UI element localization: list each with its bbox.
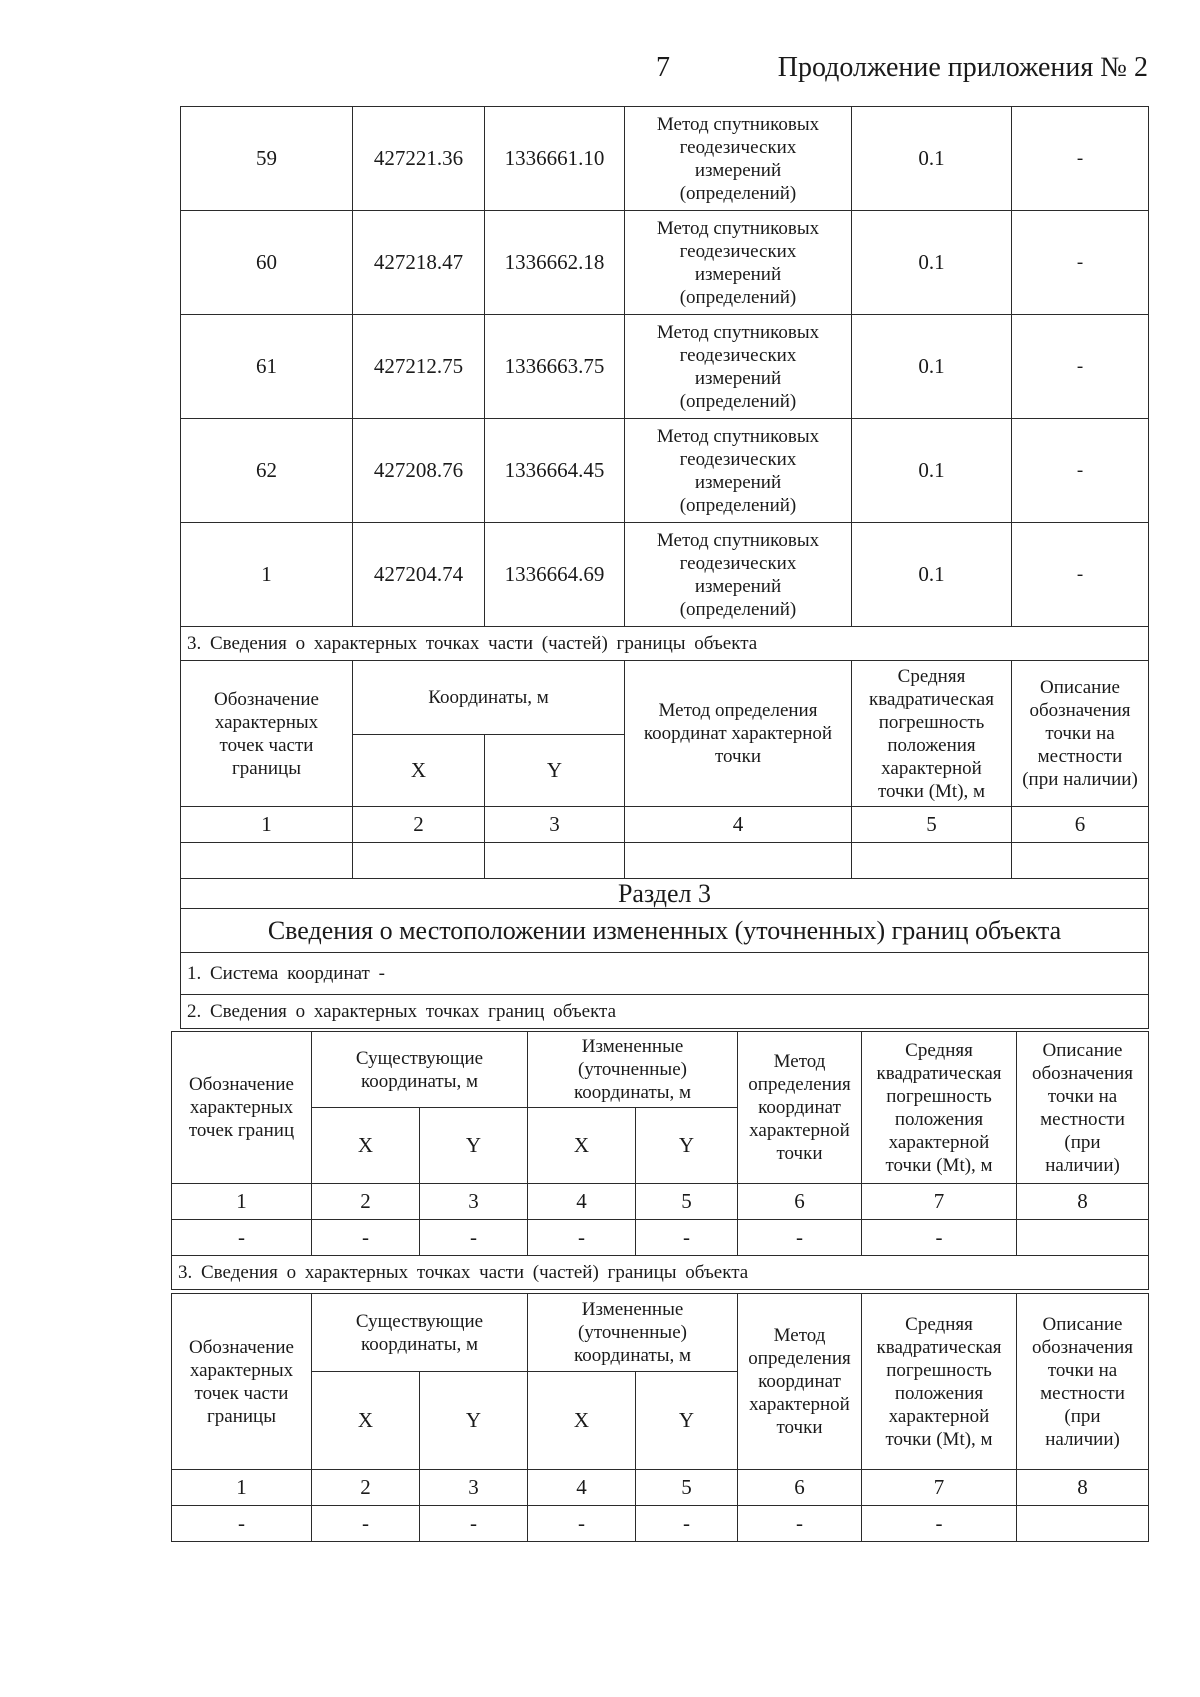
cell-line: наличии): [1045, 1428, 1120, 1450]
header-changed-x: X: [528, 1108, 636, 1184]
column-number-row-cell: 4: [528, 1184, 636, 1220]
empty-cell: [485, 843, 625, 879]
cell-line: Измененные: [581, 1299, 684, 1320]
cell-line: точек границ: [188, 1120, 295, 1141]
header-method: [738, 1294, 862, 1470]
cell-line: координат: [758, 1097, 841, 1118]
cell-line: Средняя: [897, 665, 966, 687]
column-number-row-cell: 6: [738, 1184, 862, 1220]
empty-cell: [353, 843, 485, 879]
header-existing-x: X: [312, 1372, 420, 1470]
description-value: -: [1012, 315, 1149, 419]
header-designation: [181, 661, 353, 807]
table-row: [181, 315, 1149, 419]
method-cell: [625, 211, 852, 315]
coordinate-x: 427208.76: [353, 419, 485, 523]
header-mt: [852, 661, 1012, 807]
cell-line: характерной: [881, 757, 982, 779]
cell-line: квадратическая: [876, 1062, 1002, 1084]
cell-line: границы: [232, 757, 301, 779]
cell-line: границы: [207, 1405, 276, 1427]
column-number-row-cell: 5: [852, 807, 1012, 843]
header-changed: [528, 1032, 738, 1108]
dash-row-cell: -: [862, 1220, 1017, 1256]
changed-part-points-table: [171, 1293, 1149, 1542]
cell-line: характерных: [214, 711, 319, 733]
header-description: [1017, 1032, 1149, 1184]
method-cell: [625, 107, 852, 211]
cell-line: квадратическая: [869, 688, 994, 710]
cell-line: квадратическая: [876, 1336, 1002, 1358]
cell-line: Описание: [1042, 1313, 1123, 1335]
column-number-row-cell: 6: [1012, 807, 1149, 843]
column-number-row-cell: 1: [172, 1184, 312, 1220]
column-number-row-cell: 2: [312, 1470, 420, 1506]
coordinate-y: 1336662.18: [485, 211, 625, 315]
dash-row: [172, 1220, 1149, 1256]
cell-line: Метод спутниковых: [656, 217, 820, 239]
mt-value: 0.1: [852, 419, 1012, 523]
cell-line: (определений): [679, 390, 797, 412]
header-existing: [312, 1294, 528, 1372]
table-row: [181, 523, 1149, 627]
column-number-row: [181, 807, 1149, 843]
column-number-row-cell: 8: [1017, 1184, 1149, 1220]
cell-line: точки на: [1045, 723, 1115, 744]
header-coordinates: Координаты, м: [353, 661, 625, 735]
coordinate-system: 1. Система координат -: [181, 953, 1149, 995]
header-method: [625, 661, 852, 807]
cell-line: положения: [887, 734, 976, 756]
header-description: [1017, 1294, 1149, 1470]
section-label: Раздел 3: [181, 879, 1149, 909]
cell-line: Обозначение: [214, 688, 319, 710]
cell-line: координаты, м: [573, 1082, 692, 1103]
column-number-row-cell: 1: [172, 1470, 312, 1506]
cell-line: наличии): [1045, 1154, 1120, 1176]
cell-line: измерений: [694, 575, 782, 597]
cell-line: Средняя: [905, 1039, 973, 1061]
cell-line: погрешность: [886, 1085, 992, 1107]
header-mt: [862, 1294, 1017, 1470]
cell-line: точки: [714, 746, 761, 767]
header-existing-x: X: [312, 1108, 420, 1184]
cell-line: точки: [776, 1417, 823, 1438]
cell-line: измерений: [694, 471, 782, 493]
column-number-row-cell: 4: [625, 807, 852, 843]
column-number-row-cell: 2: [312, 1184, 420, 1220]
cell-line: точки (Mt), м: [885, 1428, 993, 1450]
cell-line: точки на: [1047, 1359, 1118, 1381]
cell-line: геодезических: [679, 344, 797, 366]
table-row: [181, 211, 1149, 315]
column-number-row: [172, 1470, 1149, 1506]
mt-value: 0.1: [852, 315, 1012, 419]
column-number-row-cell: 8: [1017, 1470, 1149, 1506]
cell-line: Измененные: [581, 1036, 684, 1057]
dash-row-cell: [1017, 1220, 1149, 1256]
part-caption: 3. Сведения о характерных точках части (частей) границы объекта: [172, 1256, 1149, 1290]
point-number: 60: [181, 211, 353, 315]
point-number: 62: [181, 419, 353, 523]
dash-row-cell: -: [528, 1506, 636, 1542]
column-number-row-cell: 6: [738, 1470, 862, 1506]
cell-line: Описание: [1042, 1039, 1123, 1061]
dash-row-cell: -: [738, 1220, 862, 1256]
cell-line: положения: [894, 1382, 984, 1404]
dash-row-cell: -: [312, 1506, 420, 1542]
cell-line: (определений): [679, 182, 797, 204]
cell-line: погрешность: [886, 1359, 992, 1381]
column-number-row-cell: 3: [485, 807, 625, 843]
header-existing-y: Y: [420, 1372, 528, 1470]
part-caption: 3. Сведения о характерных точках части (частей) границы объекта: [181, 627, 1149, 661]
mt-value: 0.1: [852, 107, 1012, 211]
coordinate-y: 1336664.69: [485, 523, 625, 627]
cell-line: точки (Mt), м: [877, 780, 986, 802]
cell-line: Метод спутниковых: [656, 425, 820, 447]
cell-line: местности: [1040, 1108, 1125, 1130]
cell-line: координат: [758, 1371, 841, 1392]
description-value: -: [1012, 211, 1149, 315]
method-cell: [625, 315, 852, 419]
cell-line: характерной: [749, 1394, 850, 1415]
method-cell: [625, 523, 852, 627]
cell-line: Средняя: [905, 1313, 973, 1335]
cell-line: Метод спутниковых: [656, 529, 820, 551]
coordinate-x: 427204.74: [353, 523, 485, 627]
cell-line: измерений: [694, 159, 782, 181]
dash-row-cell: -: [420, 1506, 528, 1542]
header-mt: [862, 1032, 1017, 1184]
cell-line: координаты, м: [360, 1333, 479, 1355]
cell-line: характерной: [749, 1120, 850, 1141]
cell-line: Существующие: [355, 1310, 484, 1332]
empty-cell: [852, 843, 1012, 879]
cell-line: (определений): [679, 598, 797, 620]
cell-line: Обозначение: [189, 1336, 294, 1358]
cell-line: измерений: [694, 367, 782, 389]
header-existing-y: Y: [420, 1108, 528, 1184]
mt-value: 0.1: [852, 523, 1012, 627]
dash-row-cell: [1017, 1506, 1149, 1542]
cell-line: точки (Mt), м: [885, 1154, 993, 1176]
cell-line: Метод определения: [658, 700, 818, 721]
page-number: 7: [656, 52, 670, 83]
cell-line: характерной: [888, 1405, 990, 1427]
point-number: 61: [181, 315, 353, 419]
mt-value: 0.1: [852, 211, 1012, 315]
cell-line: характерных: [189, 1359, 294, 1381]
dash-row-cell: -: [862, 1506, 1017, 1542]
cell-line: обозначения: [1031, 1336, 1134, 1358]
header-existing: [312, 1032, 528, 1108]
cell-line: измерений: [694, 263, 782, 285]
dash-row-cell: -: [636, 1506, 738, 1542]
header-changed-y: Y: [636, 1372, 738, 1470]
cell-line: обозначения: [1031, 1062, 1134, 1084]
header-changed: [528, 1294, 738, 1372]
cell-line: местности: [1040, 1382, 1125, 1404]
appendix-title: Продолжение приложения № 2: [777, 52, 1148, 83]
header-description: [1012, 661, 1149, 807]
column-number-row-cell: 7: [862, 1470, 1017, 1506]
dash-row-cell: -: [738, 1506, 862, 1542]
cell-line: (при: [1064, 1131, 1101, 1153]
description-value: -: [1012, 107, 1149, 211]
cell-line: определения: [748, 1074, 851, 1095]
coordinate-x: 427212.75: [353, 315, 485, 419]
cell-line: положения: [894, 1108, 984, 1130]
coordinate-x: 427218.47: [353, 211, 485, 315]
empty-cell: [181, 843, 353, 879]
header-designation: [172, 1032, 312, 1184]
column-number-row-cell: 1: [181, 807, 353, 843]
header-changed-x: X: [528, 1372, 636, 1470]
coordinate-x: 427221.36: [353, 107, 485, 211]
column-number-row: [172, 1184, 1149, 1220]
cell-line: точек части: [219, 734, 314, 756]
cell-line: Метод спутниковых: [656, 113, 820, 135]
coordinates-table: [180, 106, 1149, 1029]
cell-line: координат характерной: [643, 723, 833, 744]
cell-line: (при: [1064, 1405, 1101, 1427]
cell-line: точек части: [194, 1382, 289, 1404]
cell-line: характерной: [888, 1131, 990, 1153]
column-number-row-cell: 4: [528, 1470, 636, 1506]
cell-line: геодезических: [679, 448, 797, 470]
cell-line: местности: [1037, 746, 1123, 767]
cell-line: определения: [748, 1348, 851, 1369]
cell-line: (уточненные): [578, 1322, 687, 1343]
header-x: X: [353, 735, 485, 807]
cell-line: погрешность: [878, 711, 985, 733]
cell-line: точки на: [1047, 1085, 1118, 1107]
point-number: 59: [181, 107, 353, 211]
column-number-row-cell: 5: [636, 1184, 738, 1220]
cell-line: (определений): [679, 494, 797, 516]
dash-row-cell: -: [312, 1220, 420, 1256]
header-designation: [172, 1294, 312, 1470]
dash-row-cell: -: [172, 1220, 312, 1256]
dash-row-cell: -: [172, 1506, 312, 1542]
description-value: -: [1012, 523, 1149, 627]
column-number-row-cell: 7: [862, 1184, 1017, 1220]
cell-line: Метод: [773, 1325, 826, 1346]
column-number-row-cell: 3: [420, 1470, 528, 1506]
cell-line: Описание: [1040, 677, 1120, 698]
dash-row-cell: -: [420, 1220, 528, 1256]
table-row: [181, 107, 1149, 211]
description-value: -: [1012, 419, 1149, 523]
coordinate-y: 1336661.10: [485, 107, 625, 211]
cell-line: геодезических: [679, 552, 797, 574]
points-caption: 2. Сведения о характерных точках границ объекта: [181, 995, 1149, 1029]
column-number-row-cell: 2: [353, 807, 485, 843]
cell-line: геодезических: [679, 240, 797, 262]
empty-cell: [625, 843, 852, 879]
coordinate-y: 1336663.75: [485, 315, 625, 419]
section-title: Сведения о местоположении измененных (уточненных) границ объекта: [181, 909, 1149, 953]
cell-line: (при наличии): [1022, 769, 1138, 790]
coordinate-y: 1336664.45: [485, 419, 625, 523]
dash-row-cell: -: [528, 1220, 636, 1256]
column-number-row-cell: 5: [636, 1470, 738, 1506]
header-changed-y: Y: [636, 1108, 738, 1184]
cell-line: Обозначение: [189, 1074, 294, 1095]
cell-line: точки: [776, 1143, 823, 1164]
cell-line: координаты, м: [573, 1345, 692, 1366]
cell-line: Метод: [773, 1051, 826, 1072]
cell-line: геодезических: [679, 136, 797, 158]
cell-line: обозначения: [1029, 700, 1131, 721]
cell-line: координаты, м: [360, 1070, 479, 1092]
cell-line: Метод спутниковых: [656, 321, 820, 343]
cell-line: Существующие: [355, 1047, 484, 1069]
cell-line: (определений): [679, 286, 797, 308]
empty-cell: [1012, 843, 1149, 879]
changed-points-table: [171, 1031, 1149, 1290]
dash-row-cell: -: [636, 1220, 738, 1256]
header-y: Y: [485, 735, 625, 807]
method-cell: [625, 419, 852, 523]
column-number-row-cell: 3: [420, 1184, 528, 1220]
dash-row: [172, 1506, 1149, 1542]
header-method: [738, 1032, 862, 1184]
table-row: [181, 419, 1149, 523]
cell-line: (уточненные): [578, 1059, 687, 1080]
cell-line: характерных: [189, 1097, 294, 1118]
point-number: 1: [181, 523, 353, 627]
